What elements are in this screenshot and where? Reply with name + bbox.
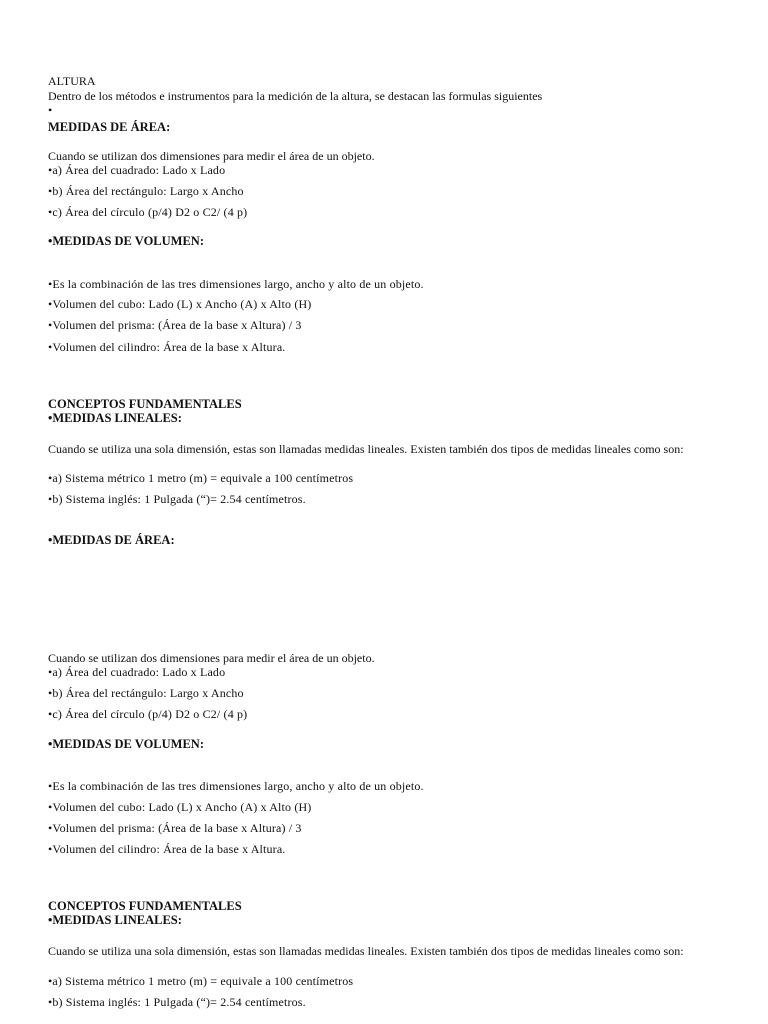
volume-item-definition-repeat: •Es la combinación de las tres dimensiones largo, ancho y alto de un objeto. [48,779,424,793]
linear-heading: •MEDIDAS LINEALES: [48,411,182,425]
area-item-square-repeat: •a) Área del cuadrado: Lado x Lado [48,665,226,679]
volume-item-cube-repeat: •Volumen del cubo: Lado (L) x Ancho (A) x Alto (H) [48,800,312,814]
linear-intro-repeat: Cuando se utiliza una sola dimensión, estas son llamadas medidas lineales. Existen también dos tipos de medidas lineales como son: [48,944,684,958]
area-item-rectangle: •b) Área del rectángulo: Largo x Ancho [48,184,244,198]
stray-bullet: • [48,103,53,117]
area-item-circle: •c) Área del círculo (p/4) D2 o C2/ (4 p) [48,205,248,219]
area-item-square: •a) Área del cuadrado: Lado x Lado [48,163,226,177]
volume-heading-repeat: •MEDIDAS DE VOLUMEN: [48,737,204,751]
concepts-heading: CONCEPTOS FUNDAMENTALES [48,397,242,411]
volume-heading: •MEDIDAS DE VOLUMEN: [48,234,204,248]
area-intro: Cuando se utilizan dos dimensiones para medir el área de un objeto. [48,149,375,163]
area-heading-repeat: •MEDIDAS DE ÁREA: [48,533,175,547]
linear-item-imperial: •b) Sistema inglés: 1 Pulgada (“)= 2.54 centímetros. [48,492,306,506]
linear-heading-repeat: •MEDIDAS LINEALES: [48,913,182,927]
area-heading: MEDIDAS DE ÁREA: [48,120,171,134]
volume-item-cylinder-repeat: •Volumen del cilindro: Área de la base x Altura. [48,842,286,856]
volume-item-prism-repeat: •Volumen del prisma: (Área de la base x Altura) / 3 [48,821,302,835]
doc-title: ALTURA [48,74,96,88]
linear-item-imperial-repeat: •b) Sistema inglés: 1 Pulgada (“)= 2.54 centímetros. [48,995,306,1009]
linear-intro: Cuando se utiliza una sola dimensión, estas son llamadas medidas lineales. Existen también dos tipos de medidas lineales como son: [48,442,684,456]
area-item-rectangle-repeat: •b) Área del rectángulo: Largo x Ancho [48,686,244,700]
doc-intro: Dentro de los métodos e instrumentos para la medición de la altura, se destacan las formulas siguientes [48,89,543,103]
volume-item-cube: •Volumen del cubo: Lado (L) x Ancho (A) x Alto (H) [48,297,312,311]
linear-item-metric: •a) Sistema métrico 1 metro (m) = equivale a 100 centímetros [48,471,354,485]
area-intro-repeat: Cuando se utilizan dos dimensiones para medir el área de un objeto. [48,651,375,665]
area-item-circle-repeat: •c) Área del círculo (p/4) D2 o C2/ (4 p) [48,707,248,721]
concepts-heading-repeat: CONCEPTOS FUNDAMENTALES [48,899,242,913]
linear-item-metric-repeat: •a) Sistema métrico 1 metro (m) = equivale a 100 centímetros [48,974,354,988]
volume-item-cylinder: •Volumen del cilindro: Área de la base x Altura. [48,340,286,354]
document-page [48,0,724,1024]
volume-item-prism: •Volumen del prisma: (Área de la base x Altura) / 3 [48,318,302,332]
volume-item-definition: •Es la combinación de las tres dimensiones largo, ancho y alto de un objeto. [48,277,424,291]
